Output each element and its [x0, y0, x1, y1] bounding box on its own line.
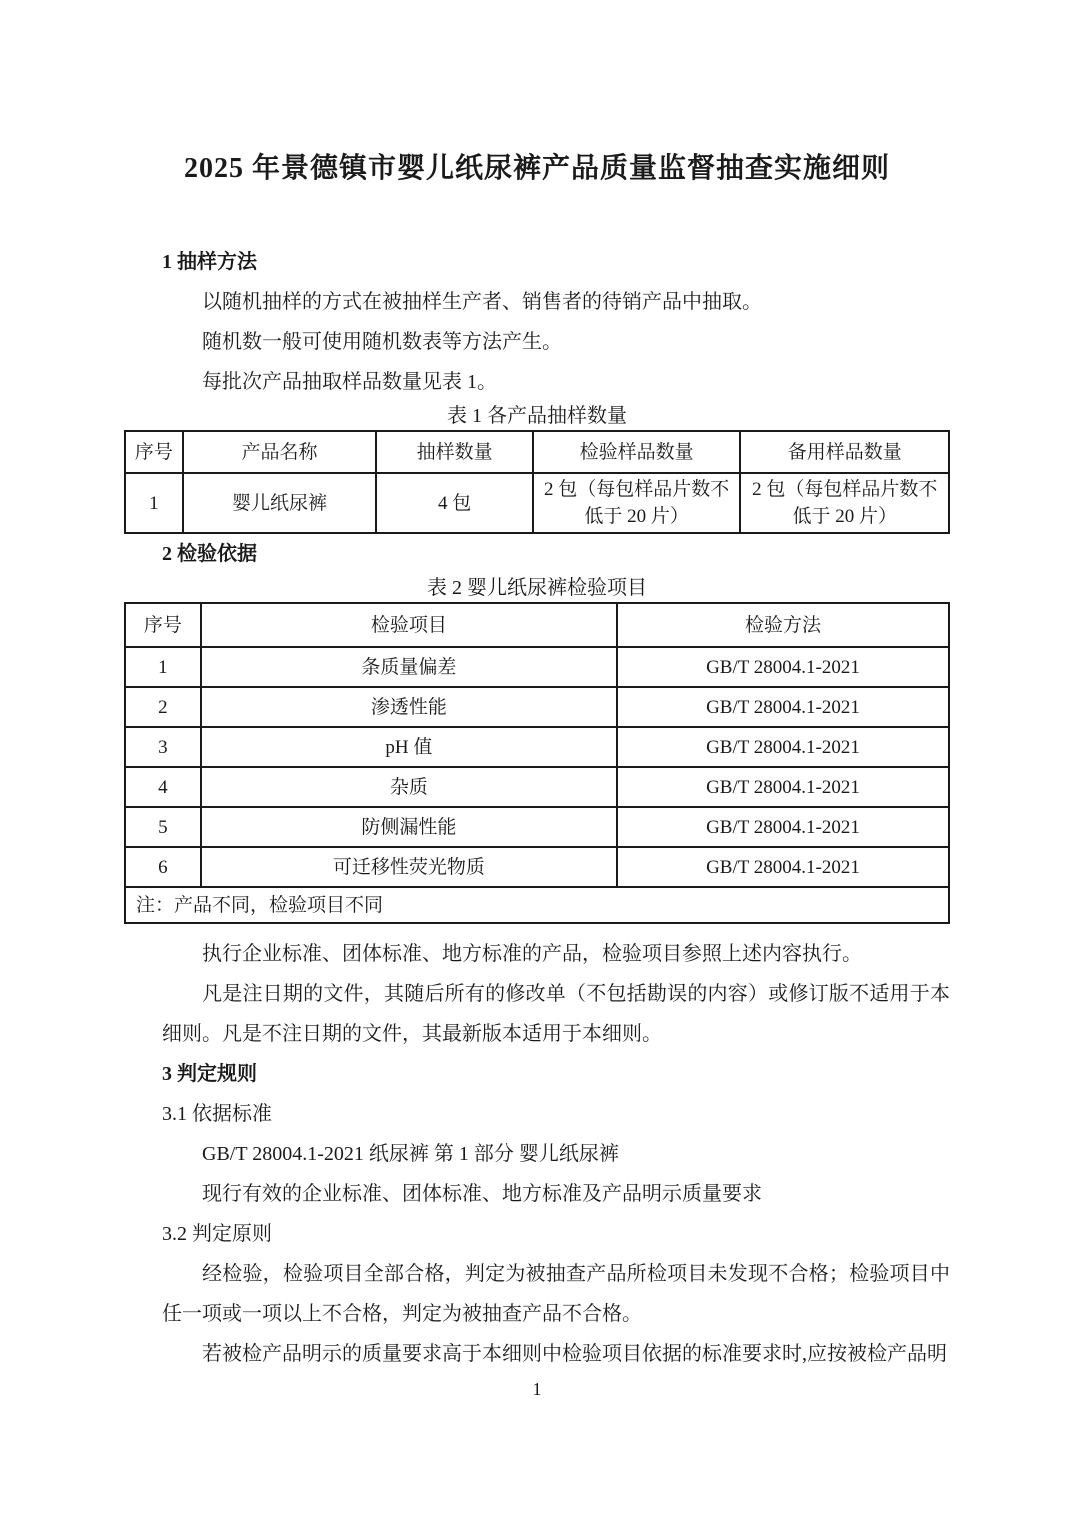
table-cell: 1: [125, 473, 183, 533]
section-3-1-paragraph-1: GB/T 28004.1-2021 纸尿裤 第 1 部分 婴儿纸尿裤: [202, 1143, 619, 1165]
section-3-1-paragraph-2: 现行有效的企业标准、团体标准、地方标准及产品明示质量要求: [202, 1183, 762, 1205]
table-row: [125, 807, 949, 847]
table-cell: 4: [125, 767, 201, 807]
table-cell: 杂质: [201, 767, 617, 807]
section-3-1-heading: 3.1 依据标准: [162, 1103, 272, 1125]
table-cell: 2 包（每包样品片数不低于 20 片）: [740, 473, 949, 533]
section-2-paragraph-1: 执行企业标准、团体标准、地方标准的产品，检验项目参照上述内容执行。: [202, 943, 862, 965]
table-cell: 婴儿纸尿裤: [183, 473, 377, 533]
table-1-caption: 表 1 各产品抽样数量: [447, 405, 627, 427]
table-cell: 防侧漏性能: [201, 807, 617, 847]
table-cell: GB/T 28004.1-2021: [617, 727, 949, 767]
section-1-paragraph-1: 以随机抽样的方式在被抽样生产者、销售者的待销产品中抽取。: [202, 291, 762, 313]
table-1-header-sample-qty: 抽样数量: [376, 431, 533, 473]
table-2-caption: 表 2 婴儿纸尿裤检验项目: [427, 577, 647, 599]
table-cell: pH 值: [201, 727, 617, 767]
table-cell: 5: [125, 807, 201, 847]
table-cell: 2: [125, 687, 201, 727]
table-cell: GB/T 28004.1-2021: [617, 687, 949, 727]
table-1-header-product: 产品名称: [183, 431, 377, 473]
table-note-row: [125, 887, 949, 923]
table-2-header-method: 检验方法: [617, 603, 949, 647]
table-cell: 4 包: [376, 473, 533, 533]
section-3-2-heading: 3.2 判定原则: [162, 1223, 272, 1245]
table-cell: 6: [125, 847, 201, 887]
table-note: 注：产品不同，检验项目不同: [125, 887, 949, 923]
table-cell: GB/T 28004.1-2021: [617, 647, 949, 687]
table-cell: 条质量偏差: [201, 647, 617, 687]
table-cell: GB/T 28004.1-2021: [617, 847, 949, 887]
table-row: [125, 727, 949, 767]
inspection-items-table: [124, 602, 950, 924]
section-3-2-paragraph-2: 若被检产品明示的质量要求高于本细则中检验项目依据的标准要求时,应按被检产品明: [202, 1343, 947, 1365]
table-2-header-item: 检验项目: [201, 603, 617, 647]
table-cell: 可迁移性荧光物质: [201, 847, 617, 887]
table-cell: 3: [125, 727, 201, 767]
page-number: 1: [532, 1379, 542, 1399]
table-2-header-seq: 序号: [125, 603, 201, 647]
table-cell: 1: [125, 647, 201, 687]
section-2-heading: 2 检验依据: [162, 543, 257, 565]
sampling-quantity-table: [124, 430, 950, 534]
table-row: [125, 647, 949, 687]
table-1-header-test-qty: 检验样品数量: [533, 431, 741, 473]
table-cell: GB/T 28004.1-2021: [617, 807, 949, 847]
table-row: [125, 687, 949, 727]
table-header-row: [125, 431, 949, 473]
table-row: [125, 847, 949, 887]
table-row: [125, 767, 949, 807]
table-cell: GB/T 28004.1-2021: [617, 767, 949, 807]
table-1-header-seq: 序号: [125, 431, 183, 473]
document-content: [0, 242, 1074, 1404]
page-title: 2025 年景德镇市婴儿纸尿裤产品质量监督抽查实施细则: [183, 153, 890, 184]
table-header-row: [125, 603, 949, 647]
section-1-heading: 1 抽样方法: [162, 251, 257, 273]
table-1-header-backup-qty: 备用样品数量: [740, 431, 949, 473]
section-2-paragraph-2: 凡是注日期的文件，其随后所有的修改单（不包括勘误的内容）或修订版不适用于本细则。凡是不注日期的文件，其最新版本适用于本细则。: [162, 983, 950, 1045]
table-row: [125, 473, 949, 533]
section-1-paragraph-2: 随机数一般可使用随机数表等方法产生。: [202, 331, 562, 353]
section-1-paragraph-3: 每批次产品抽取样品数量见表 1。: [202, 371, 497, 393]
table-cell: 渗透性能: [201, 687, 617, 727]
table-cell: 2 包（每包样品片数不低于 20 片）: [533, 473, 741, 533]
section-3-2-paragraph-1: 经检验，检验项目全部合格，判定为被抽查产品所检项目未发现不合格；检验项目中任一项或一项以上不合格，判定为被抽查产品不合格。: [162, 1263, 950, 1325]
section-3-heading: 3 判定规则: [162, 1063, 257, 1085]
